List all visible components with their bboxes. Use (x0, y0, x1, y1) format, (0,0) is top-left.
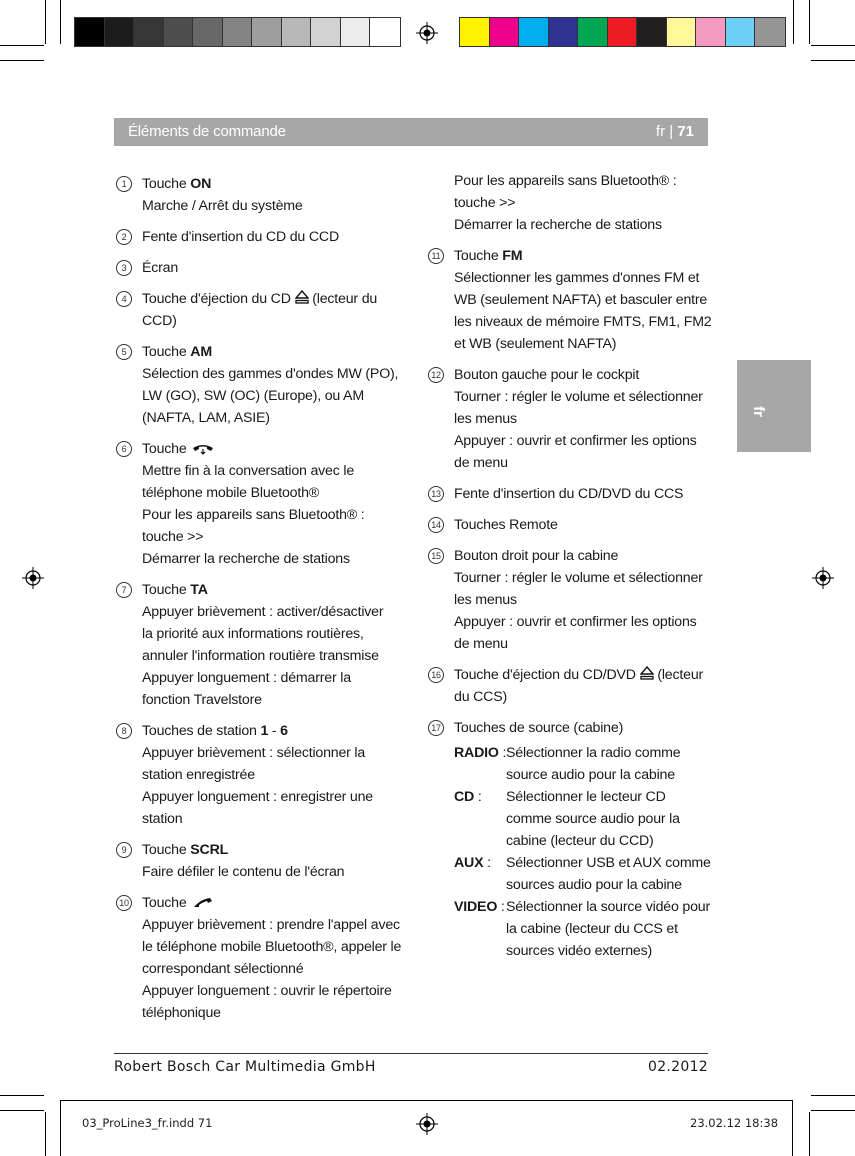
source-entry (454, 852, 713, 896)
list-item (116, 438, 406, 570)
item-text: Touche (142, 892, 406, 914)
color-swatch (696, 18, 726, 46)
item-text: de menu (454, 636, 508, 652)
item-text: de menu (454, 455, 508, 471)
source-key: VIDEO : (454, 899, 505, 915)
callout-number: 6 (116, 441, 132, 457)
item-text: Touche TA (142, 582, 208, 598)
item-text: touche >> (454, 195, 516, 211)
list-item (428, 483, 713, 505)
item-text: station (142, 811, 183, 827)
item-text: et WB (seulement NAFTA) (454, 336, 617, 352)
list-item (116, 892, 406, 1024)
list-item (116, 226, 406, 248)
callout-number: 8 (116, 723, 132, 739)
crop-mark (0, 1095, 44, 1096)
source-description: Sélectionner la source vidéo pour (506, 899, 710, 915)
crop-mark (811, 1110, 855, 1111)
continued-text (428, 170, 713, 236)
item-text: Touches de source (cabine) (454, 720, 624, 736)
item-text: Pour les appareils sans Bluetooth® : (454, 173, 677, 189)
item-text: les niveaux de mémoire FMTS, FM1, FM2 (454, 314, 712, 330)
callout-number: 9 (116, 842, 132, 858)
item-text: WB (seulement NAFTA) et basculer entre (454, 292, 708, 308)
list-item (428, 245, 713, 355)
item-text: LW (GO), SW (OC) (Europe), ou AM (142, 388, 364, 404)
item-text: Appuyer brièvement : sélectionner la (142, 745, 366, 761)
item-text: Touche ON (142, 176, 212, 192)
section-title: Éléments de commande (128, 123, 286, 140)
color-swatch (549, 18, 579, 46)
item-text: Écran (142, 260, 179, 276)
color-swatch (726, 18, 756, 46)
color-swatch (519, 18, 549, 46)
list-item (116, 720, 406, 830)
item-text: correspondant sélectionné (142, 961, 304, 977)
item-text: Appuyer : ouvrir et confirmer les options (454, 614, 697, 630)
source-list (428, 742, 713, 962)
color-swatch (578, 18, 608, 46)
color-swatch (637, 18, 667, 46)
item-text: téléphonique (142, 1005, 221, 1021)
item-text: Touche FM (454, 248, 523, 264)
callout-number: 1 (116, 176, 132, 192)
slug-stamp: 23.02.12 18:38 (690, 1116, 779, 1130)
registration-mark-icon (812, 567, 834, 589)
callout-number: 2 (116, 229, 132, 245)
registration-mark-icon (416, 22, 438, 44)
item-text: du CCS) (454, 689, 508, 705)
color-swatch (311, 18, 341, 46)
color-swatch (75, 18, 105, 46)
color-swatch (282, 18, 312, 46)
callout-number: 5 (116, 344, 132, 360)
item-text: Touches Remote (454, 517, 558, 533)
color-swatch (252, 18, 282, 46)
item-text: Sélectionner les gammes d'onnes FM et (454, 270, 700, 286)
list-item (428, 545, 713, 655)
item-text: Appuyer longuement : enregistrer une (142, 789, 373, 805)
item-text: le téléphone mobile Bluetooth®, appeler le (142, 939, 402, 955)
item-text: touche >> (142, 529, 204, 545)
color-swatch (460, 18, 490, 46)
end-call-icon (190, 443, 216, 455)
item-text: Marche / Arrêt du système (142, 198, 303, 214)
item-text: Tourner : régler le volume et sélectionner (454, 389, 703, 405)
item-text: Touche (142, 438, 406, 460)
item-text: Démarrer la recherche de stations (142, 551, 350, 567)
crop-mark (809, 0, 810, 44)
callout-number: 17 (428, 720, 444, 736)
item-text: Appuyer longuement : démarrer la (142, 670, 351, 686)
call-icon (190, 897, 216, 909)
list-item (428, 717, 713, 739)
item-text: Fente d'insertion du CD/DVD du CCS (454, 486, 684, 502)
callout-number: 10 (116, 895, 132, 911)
source-description: cabine (lecteur du CCD) (506, 833, 654, 849)
callout-number: 11 (428, 248, 444, 264)
callout-number: 15 (428, 548, 444, 564)
crop-mark (60, 0, 61, 44)
item-text: Appuyer brièvement : prendre l'appel avec (142, 917, 400, 933)
item-text: Pour les appareils sans Bluetooth® : (142, 507, 365, 523)
source-description: Sélectionner la radio comme (506, 745, 681, 761)
item-text: Appuyer : ouvrir et confirmer les options (454, 433, 697, 449)
eject-icon (640, 666, 654, 681)
item-text: Appuyer longuement : ouvrir le répertoire (142, 983, 392, 999)
language-tab (737, 360, 811, 452)
source-key: AUX : (454, 855, 491, 871)
footer-rule (114, 1053, 708, 1054)
color-calibration-strip (459, 17, 786, 47)
list-item (116, 257, 406, 279)
source-entry (454, 742, 713, 786)
callout-number: 4 (116, 291, 132, 307)
crop-mark (811, 1095, 855, 1096)
crop-mark (809, 1112, 810, 1156)
list-item (428, 514, 713, 536)
item-text: téléphone mobile Bluetooth® (142, 485, 320, 501)
item-text: Appuyer brièvement : activer/désactiver (142, 604, 384, 620)
color-swatch (341, 18, 371, 46)
list-item (116, 341, 406, 429)
item-text: les menus (454, 592, 517, 608)
item-text: Touches de station 1 - 6 (142, 723, 288, 739)
crop-mark (45, 0, 46, 44)
color-swatch (105, 18, 135, 46)
source-entry (454, 896, 713, 962)
right-column (428, 170, 713, 962)
color-swatch (490, 18, 520, 46)
callout-number: 13 (428, 486, 444, 502)
page-number: fr | 71 (655, 123, 694, 140)
item-text: Touche AM (142, 344, 212, 360)
item-text: CCD) (142, 313, 177, 329)
color-swatch (667, 18, 697, 46)
crop-mark (811, 45, 855, 46)
color-swatch (755, 18, 785, 46)
crop-mark (0, 60, 44, 61)
color-swatch (608, 18, 638, 46)
item-text: annuler l'information routière transmise (142, 648, 379, 664)
crop-mark (811, 60, 855, 61)
eject-icon (295, 290, 309, 305)
source-description: la cabine (lecteur du CCS et (506, 921, 678, 937)
item-text: Touche d'éjection du CD/DVD (lecteur (454, 667, 704, 683)
list-item (116, 173, 406, 217)
left-column (116, 173, 406, 1033)
callout-number: 14 (428, 517, 444, 533)
source-description: sources vidéo externes) (506, 943, 653, 959)
item-text: (NAFTA, LAM, ASIE) (142, 410, 270, 426)
crop-mark (793, 0, 794, 44)
callout-number: 3 (116, 260, 132, 276)
source-description: comme source audio pour la (506, 811, 680, 827)
callout-number: 12 (428, 367, 444, 383)
list-item (428, 664, 713, 708)
source-description: Sélectionner USB et AUX comme (506, 855, 711, 871)
crop-mark (0, 45, 44, 46)
color-swatch (193, 18, 223, 46)
source-key: RADIO : (454, 745, 507, 761)
item-text: Faire défiler le contenu de l'écran (142, 864, 345, 880)
item-text: Bouton droit pour la cabine (454, 548, 619, 564)
color-swatch (223, 18, 253, 46)
item-text: Bouton gauche pour le cockpit (454, 367, 640, 383)
crop-mark (45, 1112, 46, 1156)
color-swatch (134, 18, 164, 46)
item-text: fonction Travelstore (142, 692, 262, 708)
list-item (116, 579, 406, 711)
item-text: Démarrer la recherche de stations (454, 217, 662, 233)
registration-mark-icon (22, 567, 44, 589)
footer-company: Robert Bosch Car Multimedia GmbH (114, 1059, 376, 1075)
list-item (116, 288, 406, 332)
color-swatch (370, 18, 400, 46)
source-key: CD : (454, 789, 482, 805)
item-text: Tourner : régler le volume et sélectionner (454, 570, 703, 586)
item-text: les menus (454, 411, 517, 427)
crop-mark (0, 1110, 44, 1111)
item-text: station enregistrée (142, 767, 255, 783)
item-text: Sélection des gammes d'ondes MW (PO), (142, 366, 399, 382)
source-description: source audio pour la cabine (506, 767, 675, 783)
source-entry (454, 786, 713, 852)
item-text: Mettre fin à la conversation avec le (142, 463, 355, 479)
language-tab-label: fr (749, 406, 767, 417)
item-text: Touche SCRL (142, 842, 229, 858)
gray-calibration-strip (74, 17, 401, 47)
list-item (428, 364, 713, 474)
color-swatch (164, 18, 194, 46)
item-text: Fente d'insertion du CD du CCD (142, 229, 340, 245)
item-text: Touche d'éjection du CD (lecteur du (142, 291, 378, 307)
source-description: Sélectionner le lecteur CD (506, 789, 666, 805)
footer-date: 02.2012 (648, 1059, 708, 1075)
callout-number: 7 (116, 582, 132, 598)
list-item (116, 839, 406, 883)
source-description: sources audio pour la cabine (506, 877, 682, 893)
item-text: la priorité aux informations routières, (142, 626, 364, 642)
callout-number: 16 (428, 667, 444, 683)
section-header (114, 118, 708, 146)
slug-file: 03_ProLine3_fr.indd 71 (82, 1116, 213, 1130)
